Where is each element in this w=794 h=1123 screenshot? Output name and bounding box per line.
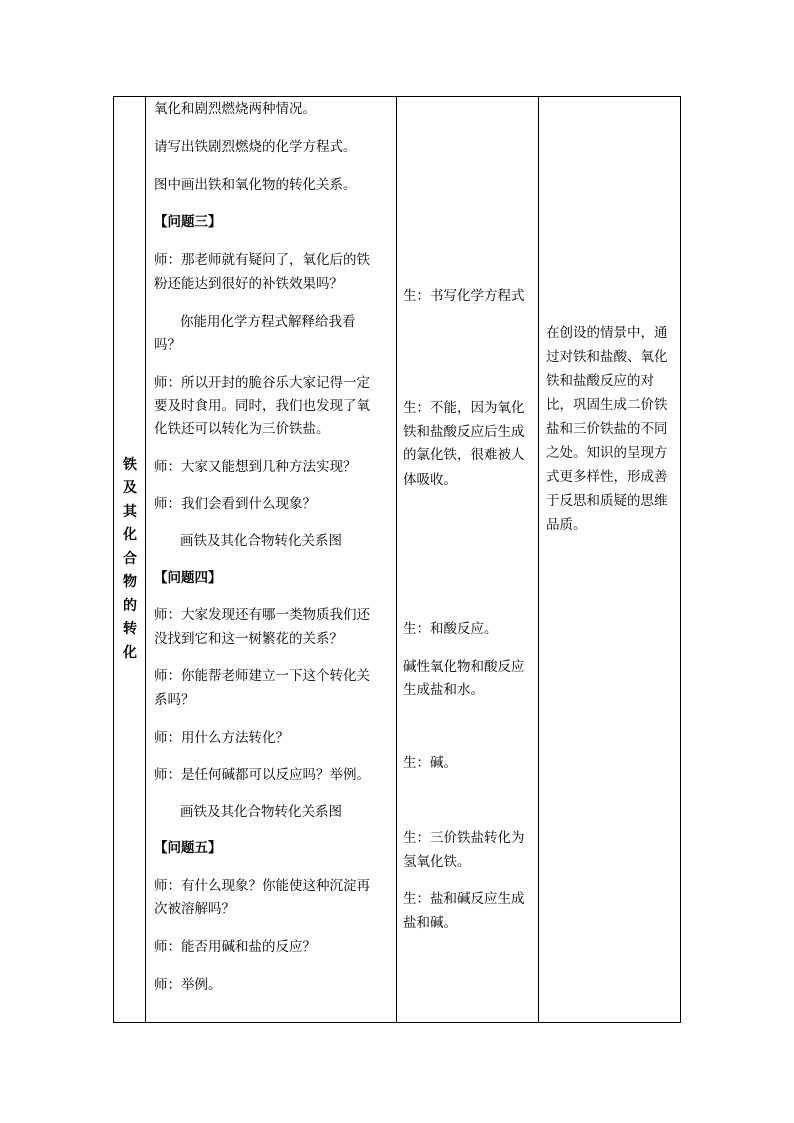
- teacher-line: 没找到它和这一树繁花的关系？: [154, 631, 343, 647]
- section-title: [123, 454, 137, 666]
- student-line: 生：盐和碱反应生成: [403, 891, 525, 907]
- intent-line: 之处。知识的呈现方: [546, 445, 668, 461]
- teacher-line: 师：那老师就有疑问了，氧化后的铁: [154, 252, 370, 268]
- intent-line: 式更多样性，形成善: [546, 469, 668, 485]
- title-char: 及: [123, 480, 137, 497]
- student-line: 氢氧化铁。: [403, 854, 471, 870]
- student-line: 生：碱。: [403, 755, 457, 771]
- title-char: 转: [123, 621, 137, 638]
- title-char: 铁: [123, 456, 137, 473]
- section-title-cell: [114, 97, 146, 1022]
- teacher-line: 师：能否用碱和盐的反应？: [154, 939, 316, 955]
- teacher-line: 师：是任何碱都可以反应吗？举例。: [154, 767, 370, 783]
- intent-line: 铁和盐酸反应的对: [546, 373, 654, 389]
- teacher-line: 师：大家又能想到几种方法实现？: [154, 459, 357, 475]
- teacher-line: 师：我们会看到什么现象？: [154, 496, 316, 512]
- column-divider: [538, 97, 539, 1022]
- teacher-line: 请写出铁剧烈燃烧的化学方程式。: [154, 139, 357, 155]
- title-char: 化: [123, 644, 137, 661]
- question-heading: 【问题五】: [154, 840, 222, 856]
- title-char: 化: [123, 527, 137, 544]
- student-line: 生：不能，因为氧化: [403, 400, 525, 416]
- teacher-line: 你能用化学方程式解释给我看: [180, 314, 356, 330]
- title-char: 物: [123, 574, 137, 591]
- intent-line: 盐和三价铁盐的不同: [546, 421, 668, 437]
- title-char: 的: [123, 597, 137, 614]
- teacher-line: 画铁及其化合物转化关系图: [180, 533, 342, 549]
- teacher-line: 师：举例。: [154, 977, 222, 993]
- intent-line: 比，巩固生成二价铁: [546, 397, 668, 413]
- teacher-line: 粉还能达到很好的补铁效果吗？: [154, 276, 343, 292]
- teacher-line: 师：用什么方法转化？: [154, 730, 289, 746]
- student-line: 生成盐和水。: [403, 682, 484, 698]
- teacher-line: 画铁及其化合物转化关系图: [180, 804, 342, 820]
- teacher-line: 要及时食用。同时，我们也发现了氧: [154, 398, 370, 414]
- intent-line: 于反思和质疑的思维: [546, 493, 668, 509]
- student-line: 生：书写化学方程式: [403, 288, 525, 304]
- student-line: 铁和盐酸反应后生成: [403, 424, 525, 440]
- title-char: 其: [123, 503, 137, 520]
- student-line: 碱性氧化物和酸反应: [403, 659, 525, 675]
- student-line: 体吸收。: [403, 472, 457, 488]
- teacher-line: 图中画出铁和氧化物的转化关系。: [154, 177, 357, 193]
- intent-line: 在创设的情景中，通: [546, 325, 668, 341]
- title-char: 合: [123, 550, 137, 567]
- student-line: 盐和碱。: [403, 915, 457, 931]
- lesson-table: [113, 96, 681, 1023]
- question-heading: 【问题三】: [154, 214, 222, 230]
- student-line: 生：三价铁盐转化为: [403, 830, 525, 846]
- teacher-line: 师：有什么现象？你能使这种沉淀再: [154, 878, 370, 894]
- teacher-line: 师：你能帮老师建立一下这个转化关: [154, 668, 370, 684]
- teacher-line: 吗？: [154, 337, 181, 353]
- question-heading: 【问题四】: [154, 570, 222, 586]
- teacher-line: 系吗？: [154, 692, 195, 708]
- student-line: 的氯化铁，很难被人: [403, 447, 525, 463]
- student-line: 生：和酸反应。: [403, 621, 498, 637]
- teacher-line: 师：大家发现还有哪一类物质我们还: [154, 607, 370, 623]
- teacher-line: 次被溶解吗？: [154, 901, 235, 917]
- column-divider: [396, 97, 397, 1022]
- intent-line: 品质。: [546, 517, 587, 533]
- intent-line: 过对铁和盐酸、氧化: [546, 349, 668, 365]
- teacher-line: 化铁还可以转化为三价铁盐。: [154, 421, 330, 437]
- teacher-line: 师：所以开封的脆谷乐大家记得一定: [154, 375, 370, 391]
- teacher-line: 氧化和剧烈燃烧两种情况。: [154, 101, 316, 117]
